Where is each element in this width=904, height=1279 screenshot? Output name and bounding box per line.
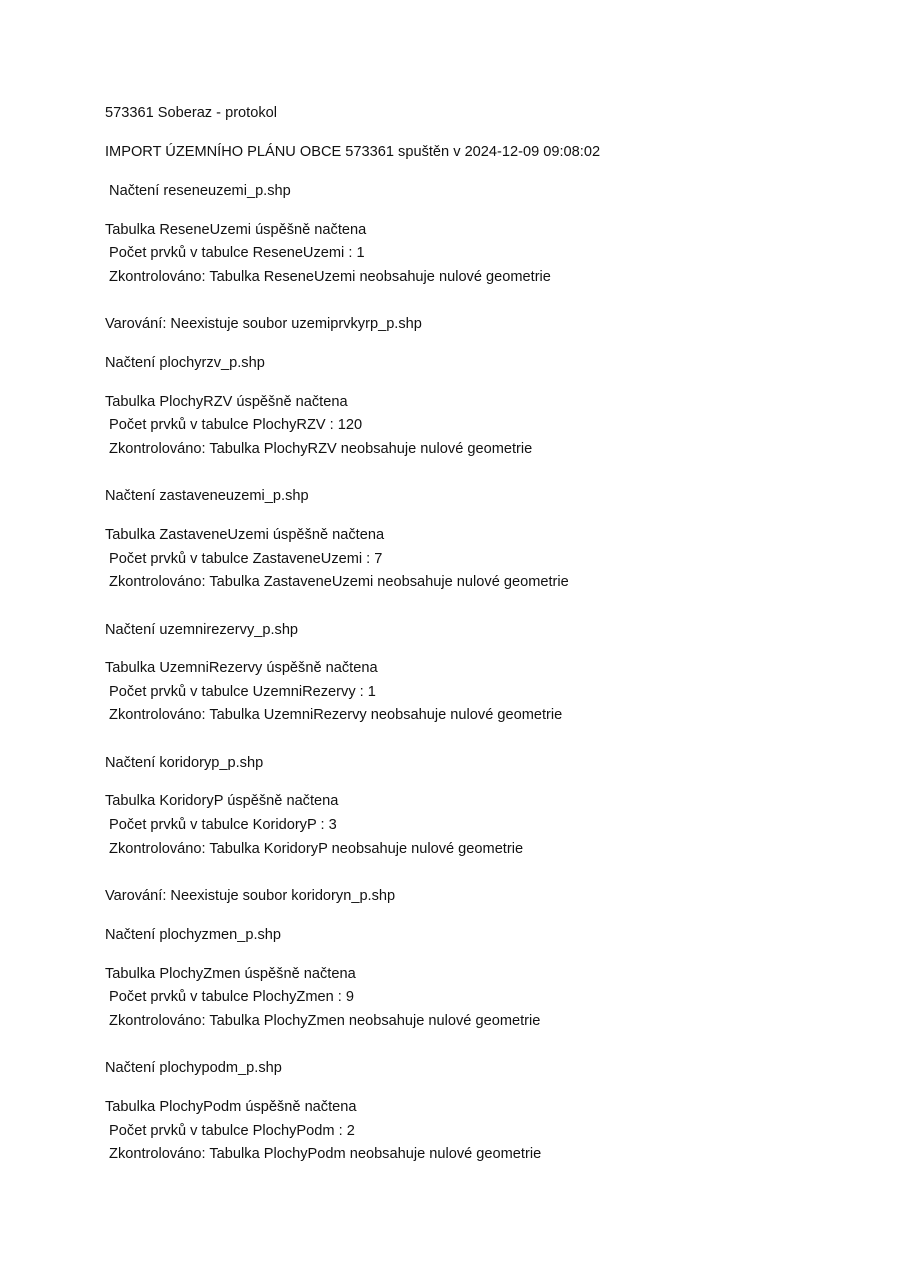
import-line: IMPORT ÚZEMNÍHO PLÁNU OBCE 573361 spuštěn v 2024-12-09 09:08:02: [105, 144, 601, 160]
count-line: Počet prvků v tabulce ReseneUzemi : 1: [105, 245, 365, 261]
loaded-line: Tabulka PlochyZmen úspěšně načtena: [105, 966, 356, 982]
count-line: Počet prvků v tabulce PlochyPodm : 2: [105, 1123, 355, 1139]
count-line: Počet prvků v tabulce PlochyZmen : 9: [105, 989, 355, 1005]
check-line: Zkontrolováno: Tabulka PlochyZmen neobsahuje nulové geometrie: [105, 1013, 541, 1029]
loaded-line: Tabulka PlochyPodm úspěšně načtena: [105, 1099, 357, 1115]
count-line: Počet prvků v tabulce ZastaveneUzemi : 7: [105, 551, 383, 567]
count-line: Počet prvků v tabulce UzemniRezervy : 1: [105, 684, 376, 700]
count-line: Počet prvků v tabulce KoridoryP : 3: [105, 817, 337, 833]
load-line: Načtení reseneuzemi_p.shp: [105, 183, 291, 199]
check-line: Zkontrolováno: Tabulka ZastaveneUzemi neobsahuje nulové geometrie: [105, 574, 569, 590]
count-line: Počet prvků v tabulce PlochyRZV : 120: [105, 417, 363, 433]
check-line: Zkontrolováno: Tabulka UzemniRezervy neobsahuje nulové geometrie: [105, 707, 563, 723]
check-line: Zkontrolováno: Tabulka KoridoryP neobsahuje nulové geometrie: [105, 841, 524, 857]
loaded-line: Tabulka KoridoryP úspěšně načtena: [105, 793, 339, 809]
loaded-line: Tabulka UzemniRezervy úspěšně načtena: [105, 660, 378, 676]
document-title: 573361 Soberaz - protokol: [105, 105, 277, 121]
check-line: Zkontrolováno: Tabulka PlochyPodm neobsahuje nulové geometrie: [105, 1146, 542, 1162]
load-line: Načtení plochyzmen_p.shp: [105, 927, 282, 943]
load-line: Načtení koridoryp_p.shp: [105, 755, 264, 771]
loaded-line: Tabulka PlochyRZV úspěšně načtena: [105, 394, 348, 410]
load-line: Načtení zastaveneuzemi_p.shp: [105, 488, 309, 504]
loaded-line: Tabulka ZastaveneUzemi úspěšně načtena: [105, 527, 385, 543]
check-line: Zkontrolováno: Tabulka ReseneUzemi neobsahuje nulové geometrie: [105, 269, 551, 285]
load-line: Načtení plochypodm_p.shp: [105, 1060, 282, 1076]
loaded-line: Tabulka ReseneUzemi úspěšně načtena: [105, 222, 367, 238]
warning-line: Varování: Neexistuje soubor uzemiprvkyrp_p.shp: [105, 316, 422, 332]
load-line: Načtení uzemnirezervy_p.shp: [105, 622, 299, 638]
load-line: Načtení plochyrzv_p.shp: [105, 355, 265, 371]
check-line: Zkontrolováno: Tabulka PlochyRZV neobsahuje nulové geometrie: [105, 441, 533, 457]
warning-line: Varování: Neexistuje soubor koridoryn_p.shp: [105, 888, 396, 904]
